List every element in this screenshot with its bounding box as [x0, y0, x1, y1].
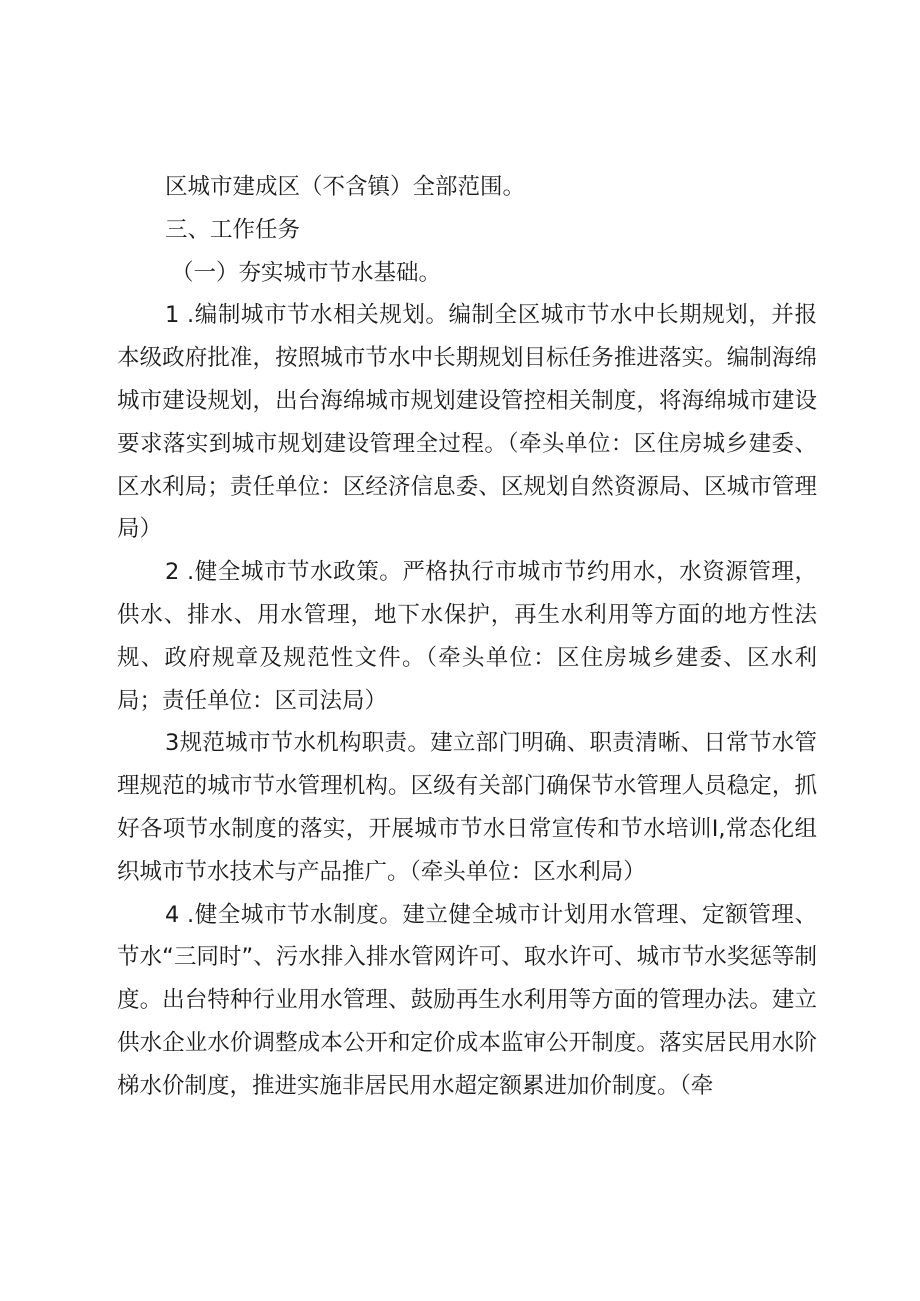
section-heading-work-tasks: 三、工作任务: [165, 216, 301, 243]
paragraph-item-4-systems: 4 .健全城市节水制度。建立健全城市计划用水管理、定额管理、节水“三同时”、污水排入排水管网许可、取水许可、城市节水奖惩等制度。出台特种行业用水管理、鼓励再生水利用等方面的管理办法。建立供水企业水价调整成本公开和定价成本监审公开制度。落实居民用水阶梯水价制度，推进实施非居民用水超定额累进加价制度。（牵: [117, 901, 817, 1099]
paragraph-item-3-institutions: 3规范城市节水机构职责。建立部门明确、职责清晰、日常节水管理规范的城市节水管理机构。区级有关部门确保节水管理人员稳定，抓好各项节水制度的落实，开展城市节水日常宣传和节水培训I,常态化组织城市节水技术与产品推广。（牵头单位：区水利局）: [117, 730, 817, 885]
paragraph-scope-continuation: 区城市建成区（不含镇）全部范围。: [165, 174, 526, 200]
paragraph-item-1-planning: 1 .编制城市节水相关规划。编制全区城市节水中长期规划，并报本级政府批准，按照城市节水中长期规划目标任务推进落实。编制海绵城市建设规划，出台海绵城市规划建设管控相关制度，将海绵城市建设要求落实到城市规划建设管理全过程。（牵头单位：区住房城乡建委、区水利局；责任单位：区经济信息委、区规划自然资源局、区城市管理局）: [117, 302, 817, 543]
paragraph-item-2-policy: 2 .健全城市节水政策。严格执行市城市节约用水，水资源管理，供水、排水、用水管理，地下水保护，再生水利用等方面的地方性法规、政府规章及规范性文件。（牵头单位：区住房城乡建委、区水利局；责任单位：区司法局）: [117, 559, 817, 714]
document-body: [117, 166, 817, 1108]
subsection-heading-foundation: （一）夯实城市节水基础。: [171, 259, 442, 286]
